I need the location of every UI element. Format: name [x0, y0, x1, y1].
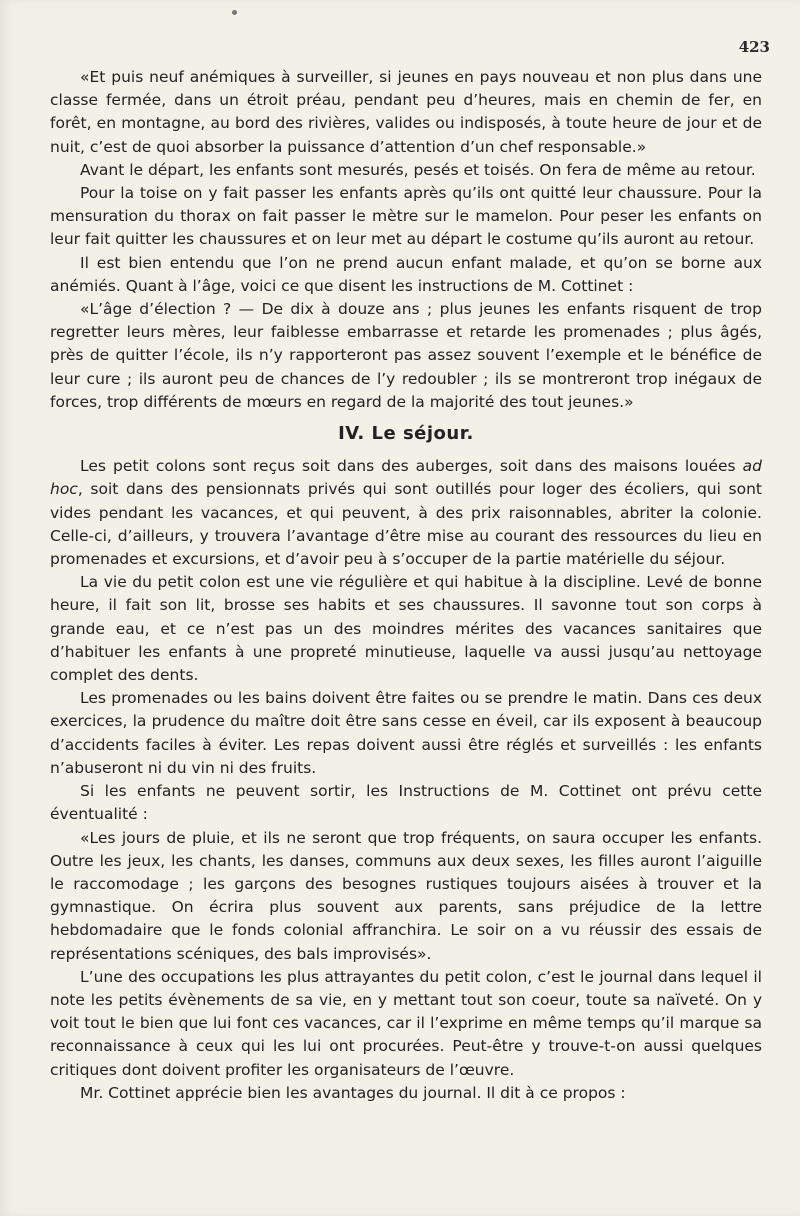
section-heading: IV. Le séjour.	[338, 423, 474, 445]
paragraph: «Et puis neuf anémiques à surveiller, si jeunes en pays nouveau et non plus dans une classe fermée, dans un étroit préau, pendant peu d’heures, mais en chemin de fer, en forêt, en montagne, au bord des rivières, valides ou indisposés, à toute heure de jour et de nuit, c’est de quoi absorber la puissance d’attention d’un chef responsable.»	[50, 68, 762, 156]
paragraph: «Les jours de pluie, et ils ne seront que trop fréquents, on saura occuper les enfants. Outre les jeux, les chants, les danses, communs aux deux sexes, les filles auront l’aiguille le raccomodage ; les garçons des besognes rustiques toujours aisées à trouver et la gymnastique. On écrira plus souvent aux parents, sans préjudice de la lettre hebdomadaire que le fonds colonial affranchira. Le soir on a vu réussir des essais de représentations scéniques, des bals improvisés».	[50, 828, 762, 963]
latin-phrase: ad hoc	[50, 457, 762, 499]
paragraph	[50, 455, 762, 571]
paragraph: «L’âge d’élection ? — De dix à douze ans ; plus jeunes les enfants risquent de trop regretter leurs mères, leur faiblesse embarrasse et retarde les promenades ; plus âgés, près de quitter l’école, ils n’y rapporteront pas assez souvent l’exemple et le bénéfice de leur cure ; ils auront peu de chances de l’y redoubler ; ils se montreront trop inégaux de forces, trop différents de mœurs en regard de la majorité des tout jeunes.»	[50, 300, 762, 411]
body-text	[50, 66, 762, 1105]
paragraph: La vie du petit colon est une vie régulière et qui habitue à la discipline. Levé de bonne heure, il fait son lit, brosse ses habits et ses chaussures. Il savonne tout son corps à grande eau, et ce n’est pas un des moindres mérites des vacances sanitaires que d’habituer les enfants à une propreté minutieuse, laquelle va aussi jusqu’au nettoyage complet des dents.	[50, 573, 762, 685]
paragraph-text: , soit dans des pensionnats privés qui sont outillés pour loger des écoliers, qui sont vides pendant les vacances, et qui peuvent, à des prix raisonnables, abriter la colonie. Celle-ci, d’ailleurs, y trouvera l’avantage d’être mise au courant des ressources du lieu en promenades et excursions, et d’avoir peu à s’occuper de la partie matérielle du séjour.	[50, 480, 762, 569]
paragraph-text: Les petit colons sont reçus soit dans des auberges, soit dans des maisons louées	[80, 457, 743, 476]
paragraph: Pour la toise on y fait passer les enfants après qu’ils ont quitté leur chaussure. Pour la mensuration du thorax on fait passer le mètre sur le mamelon. Pour peser les enfants on leur fait quitter les chaussures et on leur met au départ le costume qu’ils auront au retour.	[50, 184, 762, 249]
paragraph: Il est bien entendu que l’on ne prend aucun enfant malade, et qu’on se borne aux anémiés. Quant à l’âge, voici ce que disent les instructions de M. Cottinet :	[50, 253, 762, 295]
print-speck	[232, 10, 237, 15]
paragraph: Avant le départ, les enfants sont mesurés, pesés et toisés. On fera de même au retour.	[80, 160, 756, 179]
page-number: 423	[738, 38, 770, 56]
paragraph: Si les enfants ne peuvent sortir, les Instructions de M. Cottinet ont prévu cette éventualité :	[50, 782, 762, 824]
paragraph: L’une des occupations les plus attrayantes du petit colon, c’est le journal dans lequel il note les petits évènements de sa vie, en y mettant tout son coeur, toute sa naïveté. On y voit tout le bien que lui font ces vacances, car il l’exprime en même temps qu’il marque sa reconnaissance à ceux qui les lui ont procurées. Peut-être y trouve-t-on aussi quelques critiques dont doivent profiter les organisateurs de l’œuvre.	[50, 967, 762, 1079]
paragraph: Les promenades ou les bains doivent être faites ou se prendre le matin. Dans ces deux exercices, la prudence du maître doit être sans cesse en éveil, car ils exposent à beaucoup d’accidents faciles à éviter. Les repas doivent aussi être réglés et surveillés : les enfants n’abuseront ni du vin ni des fruits.	[50, 689, 762, 777]
paragraph: Mr. Cottinet apprécie bien les avantages du journal. Il dit à ce propos :	[80, 1083, 626, 1102]
